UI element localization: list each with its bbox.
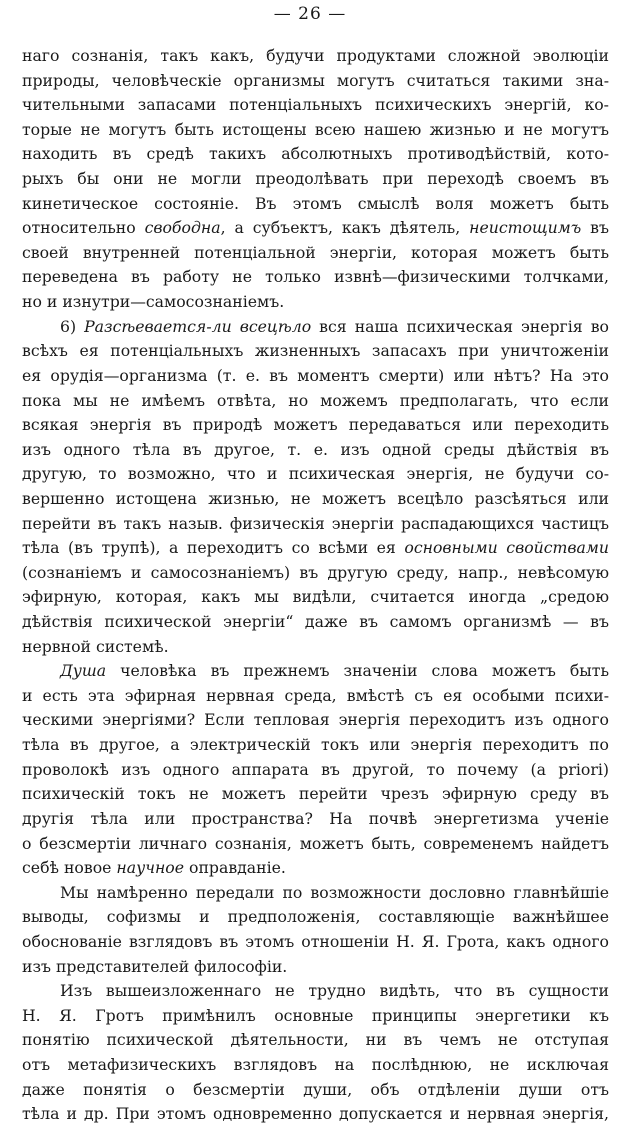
text-line: но и изнутри—самосознаніемъ.	[22, 292, 285, 312]
italic-text: свободна	[144, 218, 221, 238]
text-line: торые не могутъ быть истощены всею нашею жизнью и не могутъ	[22, 119, 609, 139]
text-line: ея орудія—организма (т. е. въ моментъ смерти) или нѣтъ? На это	[22, 365, 609, 385]
page-text	[22, 44, 609, 1127]
page-number: — 26 —	[273, 4, 347, 24]
text-line: о безсмертіи личнаго сознанія, можетъ быть, современемъ найдетъ	[22, 833, 609, 853]
text-line: нервной системѣ.	[22, 636, 169, 656]
text-line: всѣхъ ея потенціальныхъ жизненныхъ запасахъ при уничтоженіи	[22, 341, 609, 361]
text-line: 6) Разсѣевается-ли всецѣло вся наша психическая энергія во	[60, 316, 609, 336]
text-line: психическій токъ не можетъ перейти чрезъ эфирную среду въ	[22, 784, 609, 804]
text-line: дѣйствія психической энергіи“ даже въ самомъ организмѣ — въ	[22, 612, 609, 632]
text-line: изъ одного тѣла въ другое, т. е. изъ одной среды дѣйствія въ	[22, 439, 609, 459]
text-line: себѣ новое научное оправданіе.	[22, 858, 286, 878]
text-line: даже понятія о безсмертіи души, объ отдѣленіи души отъ	[22, 1079, 609, 1099]
text-line: рыхъ бы они не могли преодолѣвать при переходѣ своемъ въ	[22, 169, 609, 189]
text-line: своей внутренней потенціальной энергіи, которая можетъ быть	[22, 242, 609, 262]
text-line: пока мы не имѣемъ отвѣта, но можемъ предполагать, что если	[22, 390, 609, 410]
text-line: понятію психической дѣятельности, ни въ чемъ не отступая	[22, 1030, 609, 1050]
text-line: перейти въ такъ назыв. физическія энергіи распадающихся частицъ	[22, 513, 609, 533]
text-line: тѣла и др. При этомъ одновременно допускается и нервная энергія,	[22, 1104, 609, 1124]
text-line: тѣла (въ трупѣ), а переходитъ со всѣми ея основными свойствами	[22, 538, 609, 558]
text-line: выводы, софизмы и предположенія, составляющіе важнѣйшее	[22, 907, 609, 927]
text-line: нагo сознанія, такъ какъ, будучи продуктами сложной эволюціи	[22, 46, 609, 65]
text-line: эфирную, которая, какъ мы видѣли, считается иногда „средою	[22, 587, 609, 607]
text-line: Душа человѣка въ прежнемъ значеніи слова можетъ быть	[60, 661, 609, 681]
text-line: изъ представителей философіи.	[22, 956, 288, 976]
italic-text: неистощимъ	[469, 218, 582, 238]
italic-text: научное	[116, 858, 185, 878]
text-line: отъ метафизическихъ взглядовъ на послѣднюю, не исключая	[22, 1054, 609, 1074]
text-line: (сознаніемъ и самосознаніемъ) въ другую среду, напр., невѣсомую	[22, 562, 609, 582]
text-line: находить въ средѣ такихъ абсолютныхъ противодѣйствій, кото-	[22, 144, 609, 164]
text-line: ческими энергіями? Если тепловая энергія переходитъ изъ одного	[22, 710, 609, 730]
text-line: чительными запасами потенціальныхъ психическихъ энергій, ко-	[22, 95, 609, 115]
text-line: тѣла въ другое, а электрическій токъ или энергія переходитъ по	[22, 735, 609, 755]
text-line: обоснованіе взглядовъ въ этомъ отношеніи Н. Я. Грота, какъ одного	[22, 931, 609, 951]
text-line: другую, то возможно, что и психическая энергія, не будучи со-	[22, 464, 609, 484]
text-line: Изъ вышеизложеннаго не трудно видѣть, что въ сущности	[60, 981, 609, 1001]
text-line: Мы намѣренно передали по возможности дословно главнѣйшіе	[60, 882, 609, 902]
italic-text: Душа	[60, 661, 107, 681]
text-line: природы, человѣческіе организмы могутъ считаться такими зна-	[22, 70, 609, 90]
italic-text: основными свойствами	[404, 538, 609, 558]
text-line: и есть эта эфирная нервная среда, вмѣстѣ съ ея особыми психи-	[22, 685, 609, 705]
text-line: кинетическое состояніе. Въ этомъ смыслѣ воля можетъ быть	[22, 193, 609, 213]
text-line: всякая энергія въ природѣ можетъ передаваться или переходить	[22, 415, 609, 435]
italic-text: Разсѣевается-ли всецѣло	[84, 316, 312, 336]
text-line: вершенно истощена жизнью, не можетъ всецѣло разсѣяться или	[22, 488, 609, 508]
text-line: относительно свободна, а субъектъ, какъ дѣятель, неистощимъ въ	[22, 218, 609, 238]
text-line: переведена въ работу не только извнѣ—физическими толчками,	[22, 267, 609, 287]
text-line: другія тѣла или пространства? На почвѣ энергетизма ученіе	[22, 808, 609, 828]
text-line: проволокѣ изъ одного аппарата въ другой, то почему (a priori)	[22, 759, 609, 779]
text-line: Н. Я. Гротъ примѣнилъ основные принципы энергетики къ	[22, 1005, 609, 1025]
